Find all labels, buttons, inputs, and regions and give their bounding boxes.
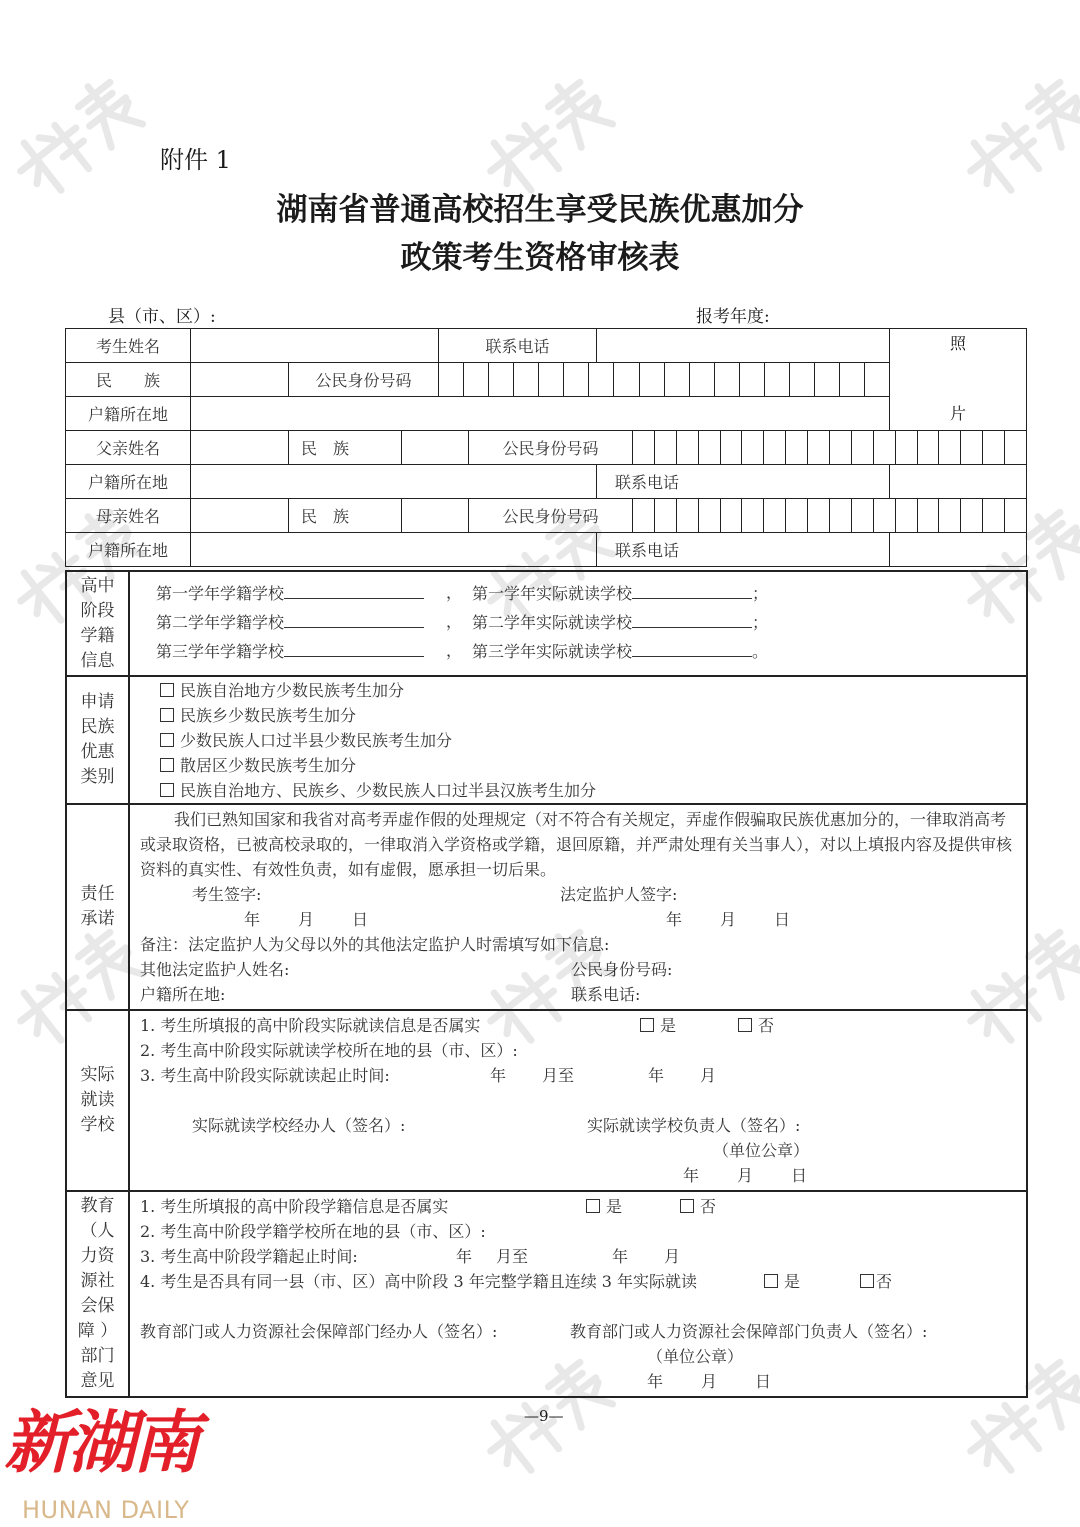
mother-phone-label: 联系电话: [597, 533, 890, 567]
bonus-option[interactable]: 散居区少数民族考生加分: [160, 753, 1016, 778]
edu-q1: 1. 考生所填报的高中阶段学籍信息是否属实: [140, 1197, 449, 1216]
checkbox-icon[interactable]: [680, 1199, 694, 1213]
id-digit-grid[interactable]: [633, 499, 1026, 532]
actual-school-content: 1. 考生所填报的高中阶段实际就读信息是否属实 是 否 2. 考生高中阶段实际就读学校所在地的县（市、区）: 3. 考生高中阶段实际就读起止时间: 年 月至 年 月 实际就读学校经办人（签名）: 实际就读学校负责人（签名）: （单位公章） 年 月 日: [129, 1010, 1027, 1191]
logo-english: HUNAN DAILY: [22, 1496, 190, 1524]
mother-name-label: 母亲姓名: [66, 499, 191, 533]
commitment-side-label: 责任 承诺: [66, 804, 129, 1010]
edu-q4: 4. 考生是否具有同一县（市、区）高中阶段 3 年完整学籍且连续 3 年实际就读: [140, 1272, 698, 1291]
county-label: 县（市、区）:: [108, 307, 216, 327]
father-hukou-field[interactable]: [191, 465, 597, 499]
mother-id-field[interactable]: [633, 499, 1027, 533]
logo-chinese: 新湖南: [4, 1403, 197, 1483]
id-digit-grid[interactable]: [633, 431, 1026, 464]
school-record-row: 第三学年学籍学校 ， 第三学年实际就读学校 。: [156, 638, 1016, 667]
page-title: 湖南省普通高校招生享受民族优惠加分: [276, 192, 804, 228]
other-guardian-phone-label: 联系电话:: [571, 985, 641, 1004]
other-guardian-id-label: 公民身份号码:: [571, 960, 673, 979]
student-name-field[interactable]: [191, 329, 439, 363]
page-number: —9—: [524, 1407, 564, 1425]
photo-label-top: 照: [950, 334, 967, 353]
checkbox-icon[interactable]: [160, 758, 174, 772]
review-form-lower: [65, 570, 1028, 1398]
father-name-field[interactable]: [191, 431, 289, 465]
checkbox-icon[interactable]: [160, 733, 174, 747]
year-label: 报考年度:: [696, 307, 770, 327]
edu-q2: 2. 考生高中阶段学籍学校所在地的县（市、区）:: [140, 1222, 486, 1241]
student-hukou-label: 户籍所在地: [66, 397, 191, 431]
edu-seal: （单位公章）: [647, 1347, 744, 1366]
commitment-content: [129, 804, 1027, 1010]
student-id-field[interactable]: [439, 363, 890, 397]
student-ethnicity-label: 民 族: [66, 363, 191, 397]
enrolled-school-2-field[interactable]: [284, 609, 424, 628]
checkbox-icon[interactable]: [640, 1018, 654, 1032]
education-dept-content: 1. 考生所填报的高中阶段学籍信息是否属实 是 否 2. 考生高中阶段学籍学校所在地的县（市、区）: 3. 考生高中阶段学籍起止时间: 年 月至 年 月 4. 考生是否具有同一县（市、区）高中阶段 3 年完整学籍且连续 3 年实际就读 是 否 教育部门或人力资源社会保障部门经办人（签名）: 教育部门或人力资源社会保障部门负责人（签名）: （单位公章） 年 月 日: [129, 1191, 1027, 1397]
mother-hukou-label: 户籍所在地: [66, 533, 191, 567]
father-id-label: 公民身份号码: [469, 431, 633, 465]
father-hukou-label: 户籍所在地: [66, 465, 191, 499]
bonus-option[interactable]: 少数民族人口过半县少数民族考生加分: [160, 728, 1016, 753]
edu-q3: 3. 考生高中阶段学籍起止时间:: [140, 1247, 358, 1266]
actual-seal: （单位公章）: [713, 1141, 810, 1160]
commitment-paragraph: 我们已熟知国家和我省对高考弄虚作假的处理规定（对不符合有关规定，弄虚作假骗取民族优惠加分的，一律取消高考或录取资格，已被高校录取的，一律取消入学资格或学籍，退回原籍，并严肃处理有关当事人），对以上填报内容及提供审核资料的真实性、有效性负责，如有虚假，愿承担一切后果。: [140, 810, 1013, 879]
father-id-field[interactable]: [633, 431, 1027, 465]
actual-handler-sign: 实际就读学校经办人（签名）:: [192, 1116, 406, 1135]
watermark: [470, 70, 620, 200]
mother-ethnicity-label: 民 族: [289, 499, 402, 533]
actual-q3: 3. 考生高中阶段实际就读起止时间:: [140, 1066, 390, 1085]
actual-school-side-label: 实际 就读 学校: [66, 1010, 129, 1191]
bonus-category-side-label: 申请 民族 优惠 类别: [66, 676, 129, 804]
school-record-content: [129, 571, 1027, 676]
bonus-option[interactable]: 民族自治地方少数民族考生加分: [160, 678, 1016, 703]
photo-box[interactable]: [890, 329, 1027, 431]
hunan-daily-logo: [4, 1398, 234, 1527]
photo-label-bottom: 片: [950, 404, 967, 423]
student-phone-label: 联系电话: [439, 329, 597, 363]
attended-school-2-field[interactable]: [632, 609, 752, 628]
checkbox-icon[interactable]: [738, 1018, 752, 1032]
review-form: [65, 328, 1027, 567]
checkbox-icon[interactable]: [160, 708, 174, 722]
actual-q1: 1. 考生所填报的高中阶段实际就读信息是否属实: [140, 1016, 481, 1035]
actual-q2: 2. 考生高中阶段实际就读学校所在地的县（市、区）:: [140, 1041, 518, 1060]
watermark: [950, 70, 1080, 200]
father-ethnicity-field[interactable]: [402, 431, 469, 465]
education-dept-side-label: 教育 （人 力资 源社 会保 障 ） 部门 意见: [66, 1191, 129, 1397]
father-ethnicity-label: 民 族: [289, 431, 402, 465]
bonus-option[interactable]: 民族自治地方、民族乡、少数民族人口过半县汉族考生加分: [160, 778, 1016, 803]
checkbox-icon[interactable]: [764, 1274, 778, 1288]
student-phone-field[interactable]: [597, 329, 890, 363]
mother-ethnicity-field[interactable]: [402, 499, 469, 533]
edu-date-row: 年 月 日: [647, 1372, 772, 1391]
student-sign-label: 考生签字:: [192, 885, 262, 904]
student-name-label: 考生姓名: [66, 329, 191, 363]
sign-date-row: 年 月 日 年 月 日: [244, 910, 791, 929]
father-phone-label: 联系电话: [597, 465, 890, 499]
checkbox-icon[interactable]: [586, 1199, 600, 1213]
attended-school-3-field[interactable]: [632, 638, 752, 657]
student-hukou-field[interactable]: [191, 397, 890, 431]
other-guardian-hukou-label: 户籍所在地:: [140, 985, 226, 1004]
actual-head-sign: 实际就读学校负责人（签名）:: [587, 1116, 801, 1135]
school-record-row: 第一学年学籍学校 ， 第一学年实际就读学校 ；: [156, 580, 1016, 609]
watermark: [0, 70, 150, 200]
bonus-option[interactable]: 民族乡少数民族考生加分: [160, 703, 1016, 728]
annex-label: 附件 1: [160, 146, 231, 174]
page-subtitle: 政策考生资格审核表: [400, 240, 680, 276]
school-record-row: 第二学年学籍学校 ， 第二学年实际就读学校 ；: [156, 609, 1016, 638]
enrolled-school-1-field[interactable]: [284, 580, 424, 599]
mother-id-label: 公民身份号码: [469, 499, 633, 533]
guardian-sign-label: 法定监护人签字:: [560, 885, 678, 904]
other-guardian-name-label: 其他法定监护人姓名:: [140, 960, 290, 979]
student-id-label: 公民身份号码: [289, 363, 439, 397]
student-ethnicity-field[interactable]: [191, 363, 289, 397]
id-digit-grid[interactable]: [439, 363, 889, 396]
checkbox-icon[interactable]: [160, 683, 174, 697]
edu-head-sign: 教育部门或人力资源社会保障部门负责人（签名）:: [570, 1322, 928, 1341]
father-name-label: 父亲姓名: [66, 431, 191, 465]
mother-hukou-field[interactable]: [191, 533, 597, 567]
father-phone-field[interactable]: [890, 465, 1027, 499]
actual-date-row: 年 月 日: [683, 1166, 808, 1185]
mother-phone-field[interactable]: [890, 533, 1027, 567]
mother-name-field[interactable]: [191, 499, 289, 533]
attended-school-1-field[interactable]: [632, 580, 752, 599]
commitment-note: 备注：法定监护人为父母以外的其他法定监护人时需填写如下信息:: [140, 935, 610, 954]
checkbox-icon[interactable]: [860, 1274, 874, 1288]
checkbox-icon[interactable]: [160, 783, 174, 797]
edu-handler-sign: 教育部门或人力资源社会保障部门经办人（签名）:: [140, 1322, 498, 1341]
enrolled-school-3-field[interactable]: [284, 638, 424, 657]
school-record-side-label: 高中 阶段 学籍 信息: [66, 571, 129, 676]
bonus-category-content: [129, 676, 1027, 804]
